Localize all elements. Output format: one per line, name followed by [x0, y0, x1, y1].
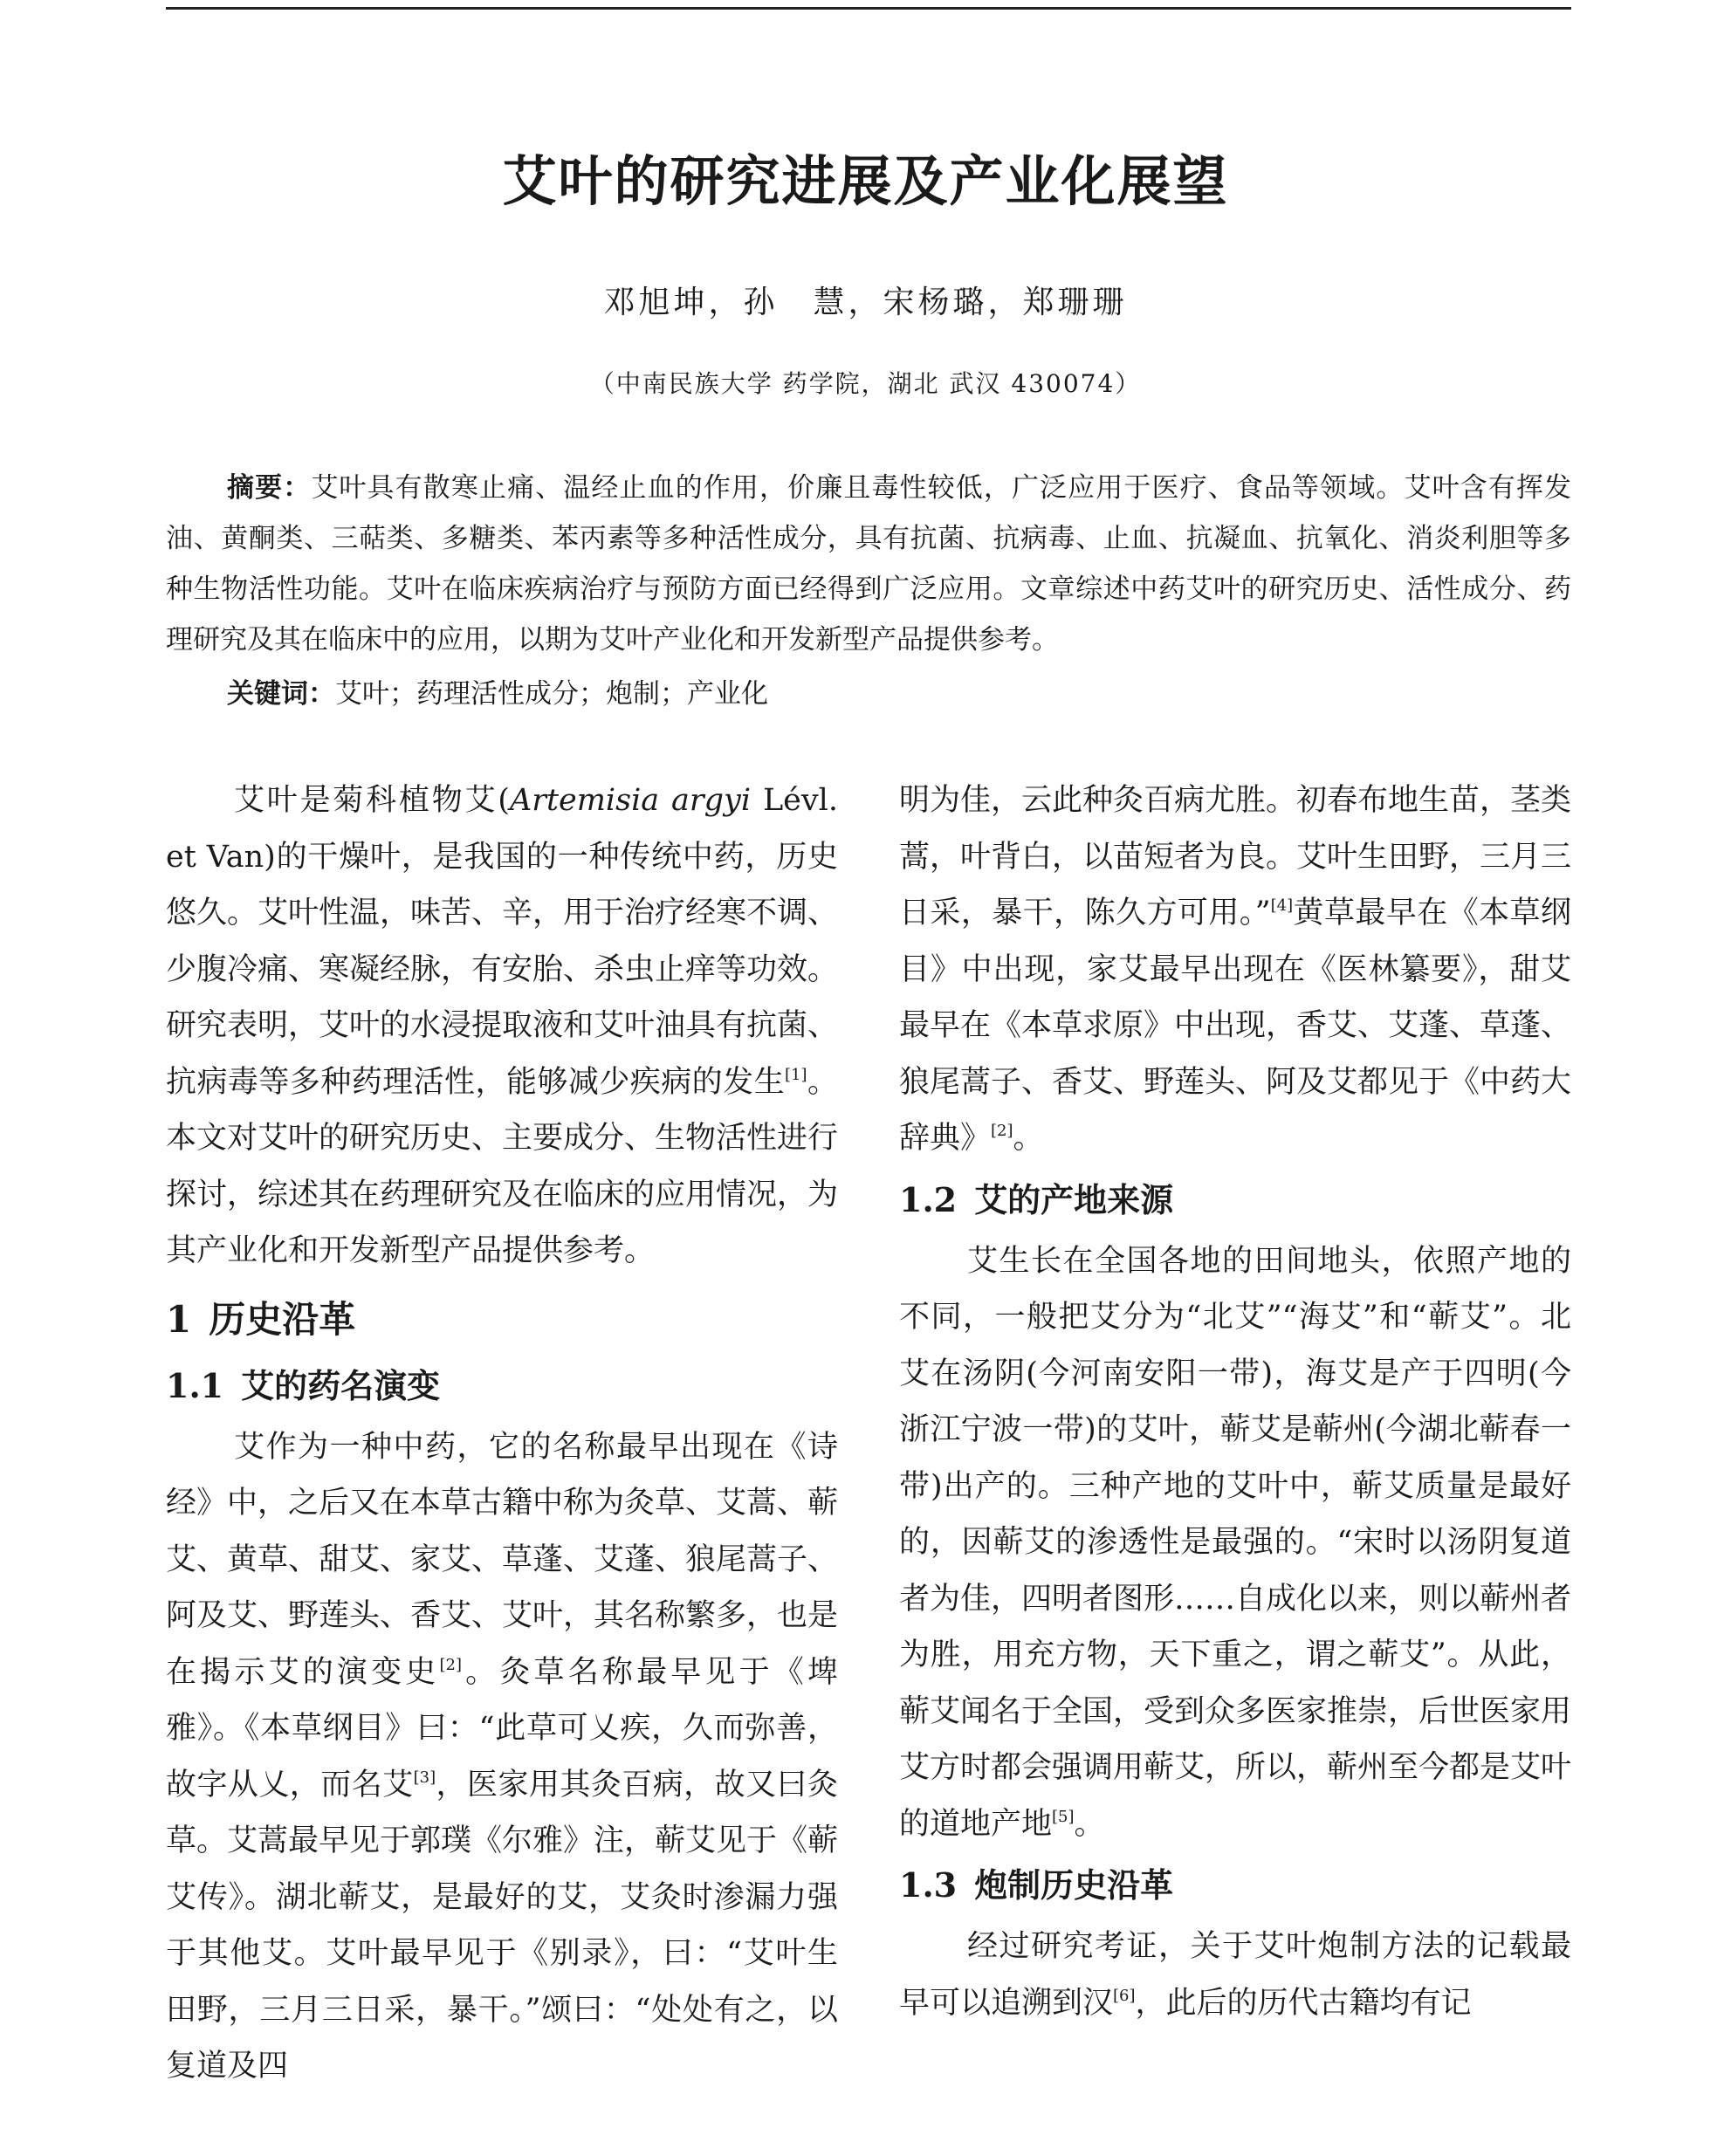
paragraph-1-2 [899, 1233, 1571, 1853]
section-title: 艾的产地来源 [974, 1179, 1174, 1219]
section-title: 炮制历史沿革 [974, 1865, 1174, 1905]
abstract-label: 摘要： [227, 472, 312, 504]
keywords [227, 669, 1571, 719]
paper-title: 艾叶的研究进展及产业化展望 [502, 149, 1229, 213]
section-number: 1.2 [899, 1179, 958, 1219]
paragraph-text: ，医家用其灸百病，故又曰灸草。艾蒿最早见于郭璞《尔雅》注，蕲艾见于《蕲艾传》。湖北蕲艾，是最好的艾，艾灸时渗漏力强于其他艾。艾叶最早见于《别录》，曰：“艾叶生田野，三月三日采，暴干。”颂曰：“处处有之，以复道及四 [166, 1767, 839, 2084]
paragraph-text: ，此后的历代古籍均有记 [1135, 1985, 1472, 2021]
intro-text-a: 艾叶是菊科植物艾( [234, 783, 510, 818]
section-title: 历史沿革 [209, 1297, 356, 1341]
paragraph-1-3 [899, 1919, 1571, 2031]
paragraph-text: 明为佳，云此种灸百病尤胜。初春布地生苗，茎类蒿，叶背白，以苗短者为良。艾叶生田野，三月三日采，暴干，陈久方可用。” [899, 783, 1572, 930]
keywords-text: 艾叶；药理活性成分；炮制；产业化 [335, 678, 768, 710]
citation-ref[interactable]: [5] [1052, 1807, 1075, 1826]
abstract-text: 艾叶具有散寒止痛、温经止血的作用，价廉且毒性较低，广泛应用于医疗、食品等领域。艾叶含有挥发油、黄酮类、三萜类、多糖类、苯丙素等多种活性成分，具有抗菌、抗病毒、止血、抗凝血、抗氧化、消炎利胆等多种生物活性功能。艾叶在临床疾病治疗与预防方面已经得到广泛应用。文章综述中药艾叶的研究历史、活性成分、药理研究及其在临床中的应用，以期为艾叶产业化和开发新型产品提供参考。 [166, 472, 1572, 656]
citation-ref[interactable]: [2] [439, 1655, 462, 1674]
paragraph-text: 。灸草名称最早见于《埤雅》。《本草纲目》曰：“此草可乂疾，久而弥善，故字从乂，而名艾 [166, 1654, 838, 1802]
latin-name: Artemisia argyi [509, 783, 752, 818]
intro-paragraph [166, 772, 838, 1280]
section-number: 1 [166, 1297, 192, 1341]
paragraph-text: 。 [1074, 1806, 1105, 1842]
section-heading-1 [166, 1292, 838, 1348]
citation-ref[interactable]: [3] [413, 1768, 436, 1787]
section-heading-1-3 [899, 1857, 1571, 1913]
intro-text-b: Lévl. et Van)的干燥叶，是我国的一种传统中药，历史悠久。艾叶性温，味苦、辛，用于治疗经寒不调、少腹冷痛、寒凝经脉，有安胎、杀虫止痒等功效。研究表明，艾叶的水浸提取液和艾叶油具有抗菌、抗病毒等多种药理活性，能够减少疾病的发生 [166, 783, 839, 1100]
section-heading-1-2 [899, 1172, 1571, 1228]
paragraph-text: 艾作为一种中药，它的名称最早出现在《诗经》中，之后又在本草古籍中称为灸草、艾蒿、蕲艾、黄草、甜艾、家艾、草蓬、艾蓬、狼尾蒿子、阿及艾、野莲头、香艾、艾叶，其名称繁多，也是在揭示艾的演变史 [166, 1429, 839, 1690]
citation-ref[interactable]: [6] [1113, 1986, 1136, 2005]
keywords-label: 关键词： [227, 678, 335, 710]
section-number: 1.1 [166, 1365, 224, 1405]
section-title: 艾的药名演变 [241, 1365, 441, 1405]
left-column [166, 772, 838, 2095]
paragraph-text: 黄草最早在《本草纲目》中出现，家艾最早出现在《医林纂要》，甜艾最早在《本草求原》中出现，香艾、艾蓬、草蓬、狼尾蒿子、香艾、野莲头、阿及艾都见于《中药大辞典》 [899, 896, 1572, 1156]
right-column [899, 772, 1571, 2031]
abstract [166, 463, 1571, 665]
citation-ref[interactable]: [2] [991, 1122, 1013, 1140]
paragraph-1-1 [166, 1419, 838, 2095]
header-rule [166, 7, 1571, 10]
paragraph-text: 经过研究考证，关于艾叶炮制方法的记载最早可以追溯到汉 [899, 1929, 1571, 2021]
paragraph-1-1-continued [899, 772, 1571, 1167]
citation-ref[interactable]: [1] [785, 1065, 807, 1084]
section-heading-1-1 [166, 1358, 838, 1414]
paragraph-text: 。 [1013, 1121, 1044, 1156]
intro-text-c: 。本文对艾叶的研究历史、主要成分、生物活性进行探讨，综述其在药理研究及在临床的应用情况，为其产业化和开发新型产品提供参考。 [166, 1064, 839, 1268]
affiliation: （中南民族大学 药学院，湖北 武汉 430074） [589, 369, 1142, 398]
citation-ref[interactable]: [4] [1270, 896, 1294, 915]
section-number: 1.3 [899, 1865, 958, 1905]
author-list: 邓旭坤，孙 慧，宋杨璐，郑珊珊 [603, 285, 1128, 320]
paragraph-text: 艾生长在全国各地的田间地头，依照产地的不同，一般把艾分为“北艾”“海艾”和“蕲艾”。北艾在汤阴(今河南安阳一带)，海艾是产于四明(今浙江宁波一带)的艾叶，蕲艾是蕲州(今湖北蕲春一带)出产的。三种产地的艾叶中，蕲艾质量是最好的，因蕲艾的渗透性是最强的。“宋时以汤阴复道者为佳，四明者图形……自成化以来，则以蕲州者为胜，用充方物，天下重之，谓之蕲艾”。从此，蕲艾闻名于全国，受到众多医家推崇，后世医家用艾方时都会强调用蕲艾，所以，蕲州至今都是艾叶的道地产地 [899, 1243, 1572, 1842]
